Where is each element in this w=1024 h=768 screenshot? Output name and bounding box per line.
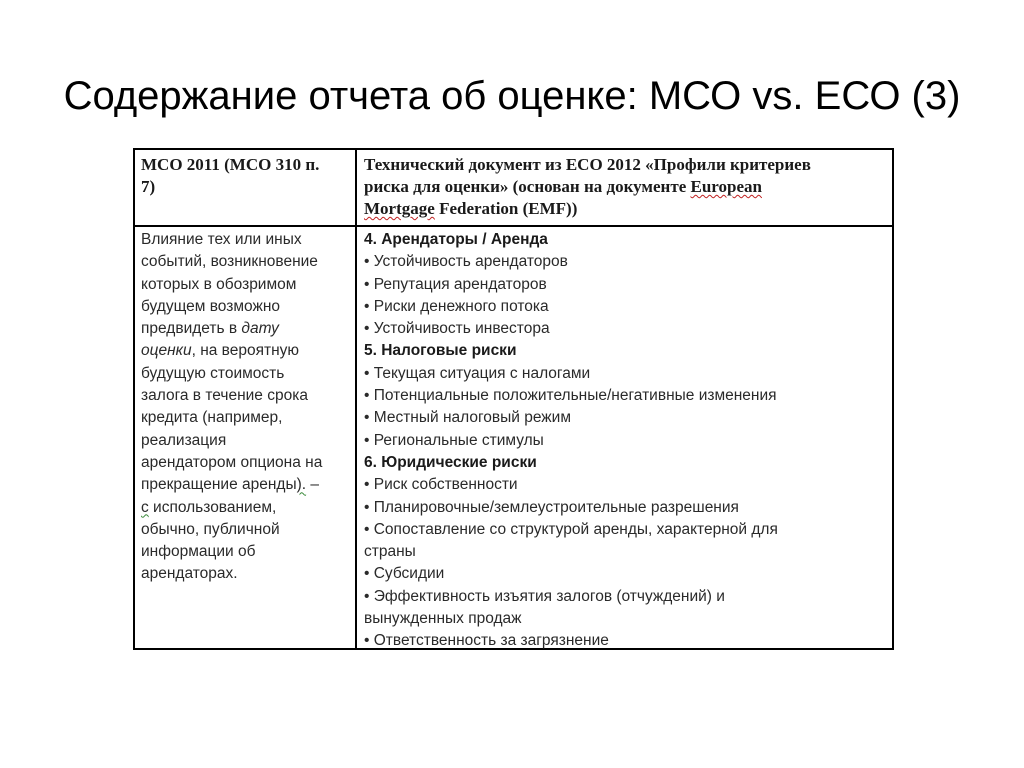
text-line [141, 474, 353, 496]
text-line [141, 340, 353, 362]
bullet-item: • Устойчивость арендаторов [364, 253, 568, 271]
text-line: реализация [141, 431, 227, 449]
bullet-item-continuation: вынужденных продаж [364, 610, 522, 628]
table-cell-evs-body [364, 229, 884, 653]
bullet-item: • Устойчивость инвестора [364, 320, 550, 338]
text-line: информации об [141, 543, 256, 561]
section-heading: 6. Юридические риски [364, 453, 537, 471]
section-heading: 4. Арендаторы / Аренда [364, 231, 548, 248]
text-line: будущем возможно [141, 297, 280, 315]
bullet-item: • Ответственность за загрязнение [364, 632, 609, 650]
header-evs-spellcheck-word-2: Mortgage [364, 199, 435, 218]
bullet-item: • Субсидии [364, 565, 445, 583]
text-line: арендаторах. [141, 565, 238, 583]
italic-term: оценки [141, 342, 192, 360]
text-line: арендатором опциона на [141, 453, 323, 471]
text-line [141, 318, 353, 340]
slide-title: Содержание отчета об оценке: МСО vs. ЕСО (3) [63, 74, 961, 118]
table-header-evs [364, 154, 884, 220]
header-row-divider [135, 225, 892, 227]
bullet-item: • Потенциальные положительные/негативные изменения [364, 387, 777, 405]
bullet-item: • Риски денежного потока [364, 297, 549, 315]
text-fragment: предвидеть в [141, 320, 242, 338]
bullet-item: • Репутация арендаторов [364, 275, 547, 293]
bullet-item: • Текущая ситуация с налогами [364, 364, 591, 382]
text-line [141, 497, 353, 519]
comparison-table [133, 148, 894, 650]
bullet-item: • Риск собственности [364, 476, 518, 494]
text-line: кредита (например, [141, 409, 283, 427]
text-line: будущую стоимость [141, 364, 285, 382]
bullet-item-continuation: страны [364, 543, 416, 561]
bullet-item: • Сопоставление со структурой аренды, характерной для [364, 520, 778, 538]
text-line: событий, возникновение [141, 253, 318, 271]
text-fragment: использованием, [148, 498, 277, 516]
text-line: залога в течение срока [141, 387, 308, 405]
text-line: Влияние тех или иных [141, 231, 302, 248]
header-evs-line3: Federation (EMF)) [434, 199, 578, 218]
text-fragment: прекращение аренды [141, 476, 297, 494]
table-header-ivs [141, 154, 349, 198]
section-heading: 5. Налоговые риски [364, 342, 517, 360]
bullet-item: • Планировочные/землеустроительные разрешения [364, 498, 739, 516]
table-cell-ivs-body [141, 229, 353, 586]
text-fragment: , на вероятную [191, 342, 300, 360]
text-fragment: – [306, 476, 320, 494]
header-evs-line1: Технический документ из ЕСО 2012 «Профили критериев [364, 155, 811, 174]
grammar-mark: ). [296, 476, 307, 494]
italic-term: дату [241, 320, 279, 338]
text-line: которых в обозримом [141, 275, 297, 293]
grammar-mark: с [141, 498, 149, 516]
header-ivs-line2: 7) [141, 177, 156, 196]
bullet-item: • Местный налоговый режим [364, 409, 571, 427]
bullet-item: • Эффективность изъятия залогов (отчуждений) и [364, 587, 725, 605]
bullet-item: • Региональные стимулы [364, 431, 544, 449]
header-evs-spellcheck-word: European [690, 177, 762, 196]
text-line: обычно, публичной [141, 520, 280, 538]
header-evs-line2: риска для оценки» (основан на документе [364, 177, 691, 196]
header-ivs-line1: МСО 2011 (МСО 310 п. [141, 155, 320, 174]
